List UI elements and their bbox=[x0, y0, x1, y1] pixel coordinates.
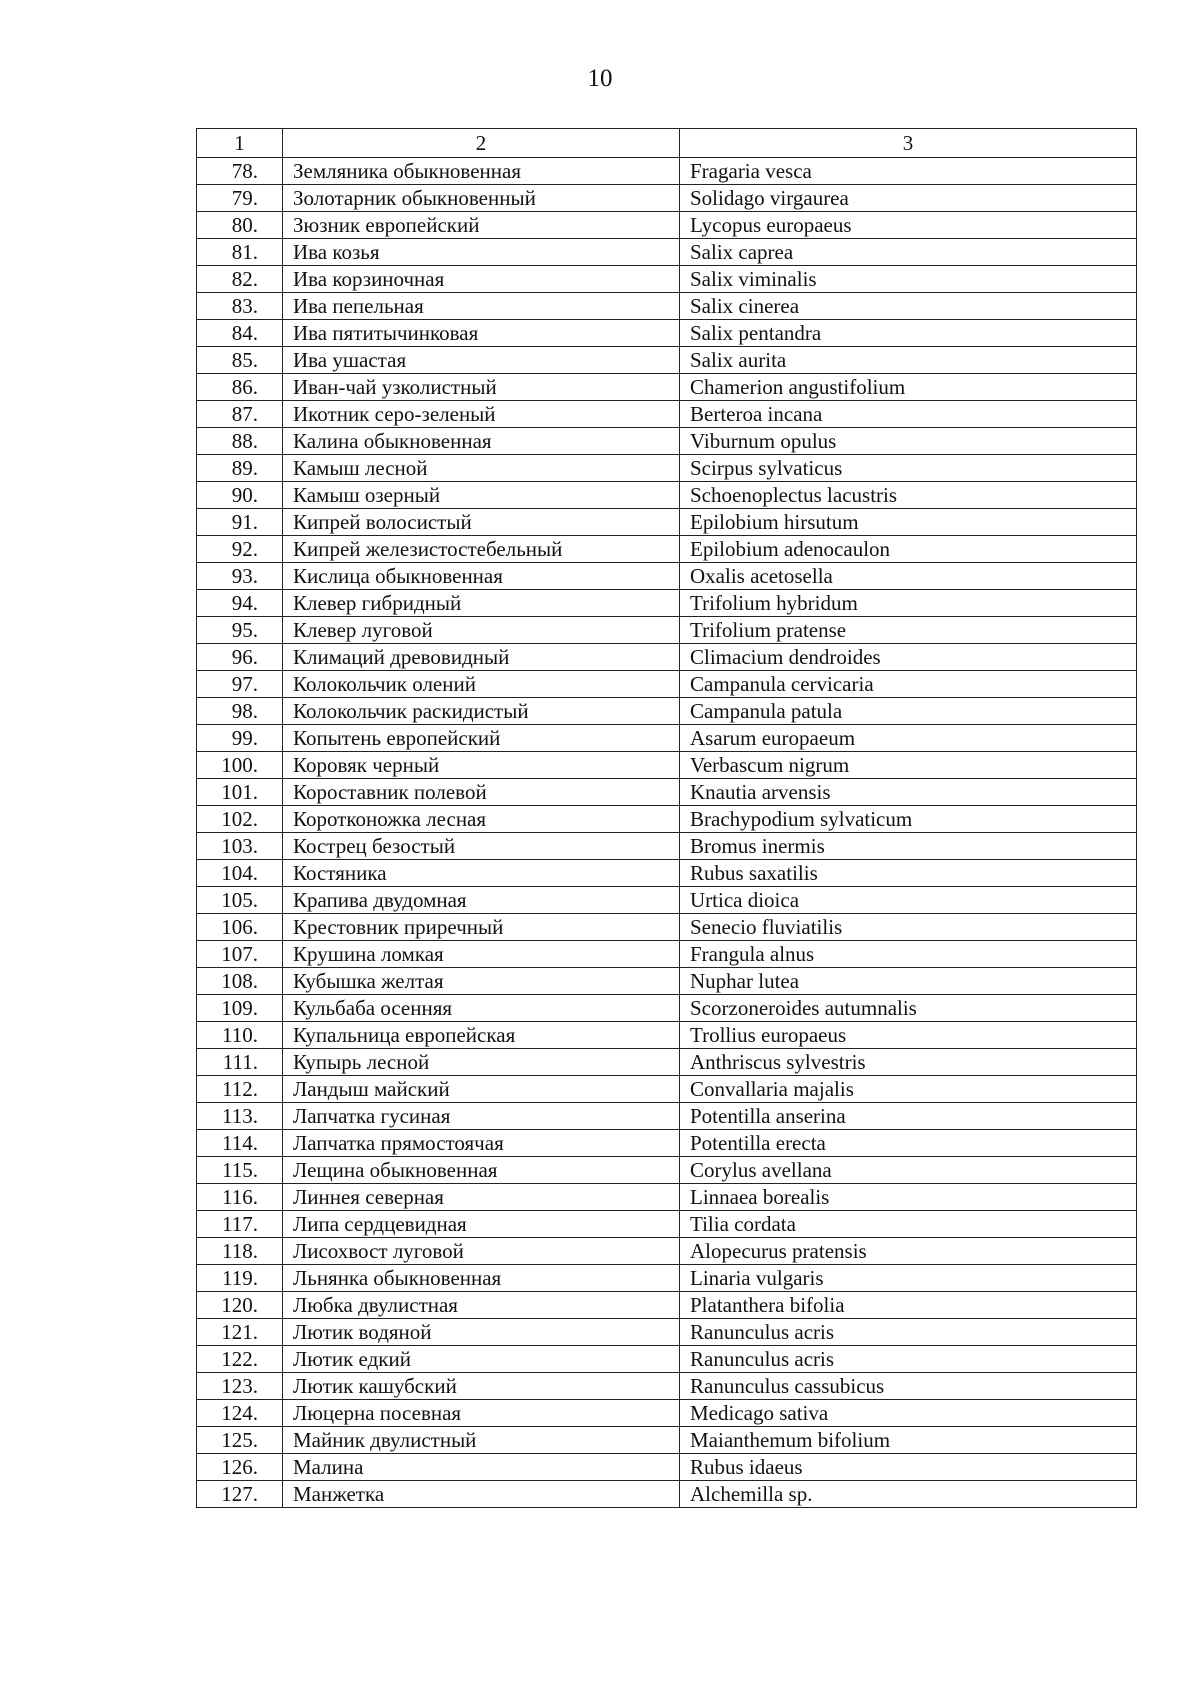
latin-name-cell: Epilobium hirsutum bbox=[680, 509, 1137, 536]
russian-name-cell: Зюзник европейский bbox=[283, 212, 680, 239]
row-number-cell: 96. bbox=[197, 644, 283, 671]
row-number-cell: 112. bbox=[197, 1076, 283, 1103]
row-number-cell: 86. bbox=[197, 374, 283, 401]
latin-name-cell: Salix caprea bbox=[680, 239, 1137, 266]
table-body bbox=[197, 158, 1137, 1508]
table-row bbox=[197, 1319, 1137, 1346]
russian-name-cell: Кульбаба осенняя bbox=[283, 995, 680, 1022]
column-header-number: 1 bbox=[197, 129, 283, 158]
latin-name-cell: Fragaria vesca bbox=[680, 158, 1137, 185]
row-number-cell: 92. bbox=[197, 536, 283, 563]
latin-name-cell: Brachypodium sylvaticum bbox=[680, 806, 1137, 833]
latin-name-cell: Campanula cervicaria bbox=[680, 671, 1137, 698]
russian-name-cell: Клевер луговой bbox=[283, 617, 680, 644]
russian-name-cell: Колокольчик раскидистый bbox=[283, 698, 680, 725]
latin-name-cell: Schoenoplectus lacustris bbox=[680, 482, 1137, 509]
latin-name-cell: Salix aurita bbox=[680, 347, 1137, 374]
table-row bbox=[197, 482, 1137, 509]
russian-name-cell: Лютик едкий bbox=[283, 1346, 680, 1373]
latin-name-cell: Epilobium adenocaulon bbox=[680, 536, 1137, 563]
russian-name-cell: Короставник полевой bbox=[283, 779, 680, 806]
row-number-cell: 78. bbox=[197, 158, 283, 185]
column-header-russian-name: 2 bbox=[283, 129, 680, 158]
latin-name-cell: Knautia arvensis bbox=[680, 779, 1137, 806]
row-number-cell: 121. bbox=[197, 1319, 283, 1346]
table-row bbox=[197, 509, 1137, 536]
russian-name-cell: Льнянка обыкновенная bbox=[283, 1265, 680, 1292]
row-number-cell: 104. bbox=[197, 860, 283, 887]
latin-name-cell: Linaria vulgaris bbox=[680, 1265, 1137, 1292]
row-number-cell: 123. bbox=[197, 1373, 283, 1400]
latin-name-cell: Tilia cordata bbox=[680, 1211, 1137, 1238]
latin-name-cell: Salix cinerea bbox=[680, 293, 1137, 320]
table-row bbox=[197, 158, 1137, 185]
row-number-cell: 97. bbox=[197, 671, 283, 698]
russian-name-cell: Клевер гибридный bbox=[283, 590, 680, 617]
russian-name-cell: Лещина обыкновенная bbox=[283, 1157, 680, 1184]
row-number-cell: 125. bbox=[197, 1427, 283, 1454]
row-number-cell: 91. bbox=[197, 509, 283, 536]
row-number-cell: 110. bbox=[197, 1022, 283, 1049]
russian-name-cell: Кипрей волосистый bbox=[283, 509, 680, 536]
russian-name-cell: Камыш лесной bbox=[283, 455, 680, 482]
table-row bbox=[197, 779, 1137, 806]
latin-name-cell: Potentilla anserina bbox=[680, 1103, 1137, 1130]
russian-name-cell: Ива пепельная bbox=[283, 293, 680, 320]
row-number-cell: 117. bbox=[197, 1211, 283, 1238]
latin-name-cell: Anthriscus sylvestris bbox=[680, 1049, 1137, 1076]
row-number-cell: 95. bbox=[197, 617, 283, 644]
latin-name-cell: Chamerion angustifolium bbox=[680, 374, 1137, 401]
russian-name-cell: Крапива двудомная bbox=[283, 887, 680, 914]
russian-name-cell: Копытень европейский bbox=[283, 725, 680, 752]
table-row bbox=[197, 1157, 1137, 1184]
latin-name-cell: Nuphar lutea bbox=[680, 968, 1137, 995]
table-row bbox=[197, 536, 1137, 563]
table-row bbox=[197, 347, 1137, 374]
latin-name-cell: Asarum europaeum bbox=[680, 725, 1137, 752]
row-number-cell: 111. bbox=[197, 1049, 283, 1076]
latin-name-cell: Scirpus sylvaticus bbox=[680, 455, 1137, 482]
table-row bbox=[197, 1184, 1137, 1211]
latin-name-cell: Senecio fluviatilis bbox=[680, 914, 1137, 941]
latin-name-cell: Ranunculus cassubicus bbox=[680, 1373, 1137, 1400]
table-row bbox=[197, 914, 1137, 941]
row-number-cell: 87. bbox=[197, 401, 283, 428]
latin-name-cell: Oxalis acetosella bbox=[680, 563, 1137, 590]
russian-name-cell: Костяника bbox=[283, 860, 680, 887]
row-number-cell: 108. bbox=[197, 968, 283, 995]
table-row bbox=[197, 860, 1137, 887]
table-row bbox=[197, 401, 1137, 428]
latin-name-cell: Trollius europaeus bbox=[680, 1022, 1137, 1049]
russian-name-cell: Земляника обыкновенная bbox=[283, 158, 680, 185]
russian-name-cell: Калина обыкновенная bbox=[283, 428, 680, 455]
russian-name-cell: Любка двулистная bbox=[283, 1292, 680, 1319]
row-number-cell: 85. bbox=[197, 347, 283, 374]
russian-name-cell: Иван-чай узколистный bbox=[283, 374, 680, 401]
latin-name-cell: Salix pentandra bbox=[680, 320, 1137, 347]
table-row bbox=[197, 1130, 1137, 1157]
latin-name-cell: Trifolium pratense bbox=[680, 617, 1137, 644]
russian-name-cell: Кубышка желтая bbox=[283, 968, 680, 995]
latin-name-cell: Verbascum nigrum bbox=[680, 752, 1137, 779]
row-number-cell: 83. bbox=[197, 293, 283, 320]
russian-name-cell: Малина bbox=[283, 1454, 680, 1481]
table-row bbox=[197, 968, 1137, 995]
table-row bbox=[197, 374, 1137, 401]
row-number-cell: 100. bbox=[197, 752, 283, 779]
russian-name-cell: Камыш озерный bbox=[283, 482, 680, 509]
latin-name-cell: Scorzoneroides autumnalis bbox=[680, 995, 1137, 1022]
russian-name-cell: Лютик кашубский bbox=[283, 1373, 680, 1400]
table-row bbox=[197, 1373, 1137, 1400]
russian-name-cell: Климаций древовидный bbox=[283, 644, 680, 671]
russian-name-cell: Крушина ломкая bbox=[283, 941, 680, 968]
table-row bbox=[197, 1238, 1137, 1265]
latin-name-cell: Frangula alnus bbox=[680, 941, 1137, 968]
russian-name-cell: Лисохвост луговой bbox=[283, 1238, 680, 1265]
russian-name-cell: Лапчатка прямостоячая bbox=[283, 1130, 680, 1157]
latin-name-cell: Convallaria majalis bbox=[680, 1076, 1137, 1103]
table-header bbox=[197, 129, 1137, 158]
table-row bbox=[197, 1346, 1137, 1373]
latin-name-cell: Rubus idaeus bbox=[680, 1454, 1137, 1481]
row-number-cell: 122. bbox=[197, 1346, 283, 1373]
russian-name-cell: Купырь лесной bbox=[283, 1049, 680, 1076]
table-row bbox=[197, 887, 1137, 914]
row-number-cell: 89. bbox=[197, 455, 283, 482]
row-number-cell: 113. bbox=[197, 1103, 283, 1130]
russian-name-cell: Липа сердцевидная bbox=[283, 1211, 680, 1238]
table-row bbox=[197, 1076, 1137, 1103]
row-number-cell: 118. bbox=[197, 1238, 283, 1265]
row-number-cell: 109. bbox=[197, 995, 283, 1022]
row-number-cell: 93. bbox=[197, 563, 283, 590]
row-number-cell: 103. bbox=[197, 833, 283, 860]
table-row bbox=[197, 617, 1137, 644]
table-row bbox=[197, 1265, 1137, 1292]
row-number-cell: 120. bbox=[197, 1292, 283, 1319]
row-number-cell: 105. bbox=[197, 887, 283, 914]
table-row bbox=[197, 239, 1137, 266]
latin-name-cell: Viburnum opulus bbox=[680, 428, 1137, 455]
table-row bbox=[197, 671, 1137, 698]
latin-name-cell: Ranunculus acris bbox=[680, 1346, 1137, 1373]
table-row bbox=[197, 1211, 1137, 1238]
latin-name-cell: Ranunculus acris bbox=[680, 1319, 1137, 1346]
table-row bbox=[197, 941, 1137, 968]
latin-name-cell: Platanthera bifolia bbox=[680, 1292, 1137, 1319]
table-row bbox=[197, 725, 1137, 752]
russian-name-cell: Ива пятитычинковая bbox=[283, 320, 680, 347]
row-number-cell: 79. bbox=[197, 185, 283, 212]
russian-name-cell: Крестовник приречный bbox=[283, 914, 680, 941]
row-number-cell: 94. bbox=[197, 590, 283, 617]
column-header-latin-name: 3 bbox=[680, 129, 1137, 158]
row-number-cell: 107. bbox=[197, 941, 283, 968]
row-number-cell: 106. bbox=[197, 914, 283, 941]
row-number-cell: 101. bbox=[197, 779, 283, 806]
table-row bbox=[197, 1427, 1137, 1454]
page-number: 10 bbox=[587, 65, 613, 92]
table-row bbox=[197, 698, 1137, 725]
row-number-cell: 102. bbox=[197, 806, 283, 833]
russian-name-cell: Майник двулистный bbox=[283, 1427, 680, 1454]
row-number-cell: 84. bbox=[197, 320, 283, 347]
latin-name-cell: Solidago virgaurea bbox=[680, 185, 1137, 212]
table-row bbox=[197, 1292, 1137, 1319]
table-row bbox=[197, 1022, 1137, 1049]
row-number-cell: 126. bbox=[197, 1454, 283, 1481]
russian-name-cell: Коротконожка лесная bbox=[283, 806, 680, 833]
table-row bbox=[197, 995, 1137, 1022]
table-row bbox=[197, 644, 1137, 671]
russian-name-cell: Кострец безостый bbox=[283, 833, 680, 860]
row-number-cell: 81. bbox=[197, 239, 283, 266]
latin-name-cell: Medicago sativa bbox=[680, 1400, 1137, 1427]
table-row bbox=[197, 1481, 1137, 1508]
russian-name-cell: Кислица обыкновенная bbox=[283, 563, 680, 590]
table-row bbox=[197, 806, 1137, 833]
header-row bbox=[197, 129, 1137, 158]
latin-name-cell: Campanula patula bbox=[680, 698, 1137, 725]
table-row bbox=[197, 1400, 1137, 1427]
row-number-cell: 88. bbox=[197, 428, 283, 455]
table-row bbox=[197, 320, 1137, 347]
row-number-cell: 80. bbox=[197, 212, 283, 239]
latin-name-cell: Climacium dendroides bbox=[680, 644, 1137, 671]
russian-name-cell: Ива корзиночная bbox=[283, 266, 680, 293]
table-row bbox=[197, 752, 1137, 779]
row-number-cell: 119. bbox=[197, 1265, 283, 1292]
russian-name-cell: Люцерна посевная bbox=[283, 1400, 680, 1427]
latin-name-cell: Rubus saxatilis bbox=[680, 860, 1137, 887]
russian-name-cell: Коровяк черный bbox=[283, 752, 680, 779]
russian-name-cell: Манжетка bbox=[283, 1481, 680, 1508]
latin-name-cell: Salix viminalis bbox=[680, 266, 1137, 293]
russian-name-cell: Ива ушастая bbox=[283, 347, 680, 374]
russian-name-cell: Лапчатка гусиная bbox=[283, 1103, 680, 1130]
russian-name-cell: Лютик водяной bbox=[283, 1319, 680, 1346]
russian-name-cell: Ландыш майский bbox=[283, 1076, 680, 1103]
row-number-cell: 82. bbox=[197, 266, 283, 293]
russian-name-cell: Линнея северная bbox=[283, 1184, 680, 1211]
table-row bbox=[197, 590, 1137, 617]
latin-name-cell: Alopecurus pratensis bbox=[680, 1238, 1137, 1265]
russian-name-cell: Ива козья bbox=[283, 239, 680, 266]
row-number-cell: 114. bbox=[197, 1130, 283, 1157]
table-row bbox=[197, 455, 1137, 482]
species-table bbox=[196, 128, 1137, 1508]
russian-name-cell: Золотарник обыкновенный bbox=[283, 185, 680, 212]
row-number-cell: 90. bbox=[197, 482, 283, 509]
table-row bbox=[197, 1454, 1137, 1481]
russian-name-cell: Колокольчик олений bbox=[283, 671, 680, 698]
table-row bbox=[197, 293, 1137, 320]
row-number-cell: 98. bbox=[197, 698, 283, 725]
row-number-cell: 116. bbox=[197, 1184, 283, 1211]
table-row bbox=[197, 833, 1137, 860]
russian-name-cell: Икотник серо-зеленый bbox=[283, 401, 680, 428]
latin-name-cell: Trifolium hybridum bbox=[680, 590, 1137, 617]
table-row bbox=[197, 563, 1137, 590]
latin-name-cell: Urtica dioica bbox=[680, 887, 1137, 914]
row-number-cell: 127. bbox=[197, 1481, 283, 1508]
latin-name-cell: Potentilla erecta bbox=[680, 1130, 1137, 1157]
table-row bbox=[197, 185, 1137, 212]
latin-name-cell: Alchemilla sp. bbox=[680, 1481, 1137, 1508]
russian-name-cell: Купальница европейская bbox=[283, 1022, 680, 1049]
table-row bbox=[197, 428, 1137, 455]
russian-name-cell: Кипрей железистостебельный bbox=[283, 536, 680, 563]
table-row bbox=[197, 266, 1137, 293]
table-row bbox=[197, 212, 1137, 239]
table-row bbox=[197, 1103, 1137, 1130]
latin-name-cell: Linnaea borealis bbox=[680, 1184, 1137, 1211]
table-row bbox=[197, 1049, 1137, 1076]
latin-name-cell: Corylus avellana bbox=[680, 1157, 1137, 1184]
latin-name-cell: Berteroa incana bbox=[680, 401, 1137, 428]
row-number-cell: 115. bbox=[197, 1157, 283, 1184]
row-number-cell: 99. bbox=[197, 725, 283, 752]
latin-name-cell: Bromus inermis bbox=[680, 833, 1137, 860]
latin-name-cell: Maianthemum bifolium bbox=[680, 1427, 1137, 1454]
latin-name-cell: Lycopus europaeus bbox=[680, 212, 1137, 239]
row-number-cell: 124. bbox=[197, 1400, 283, 1427]
